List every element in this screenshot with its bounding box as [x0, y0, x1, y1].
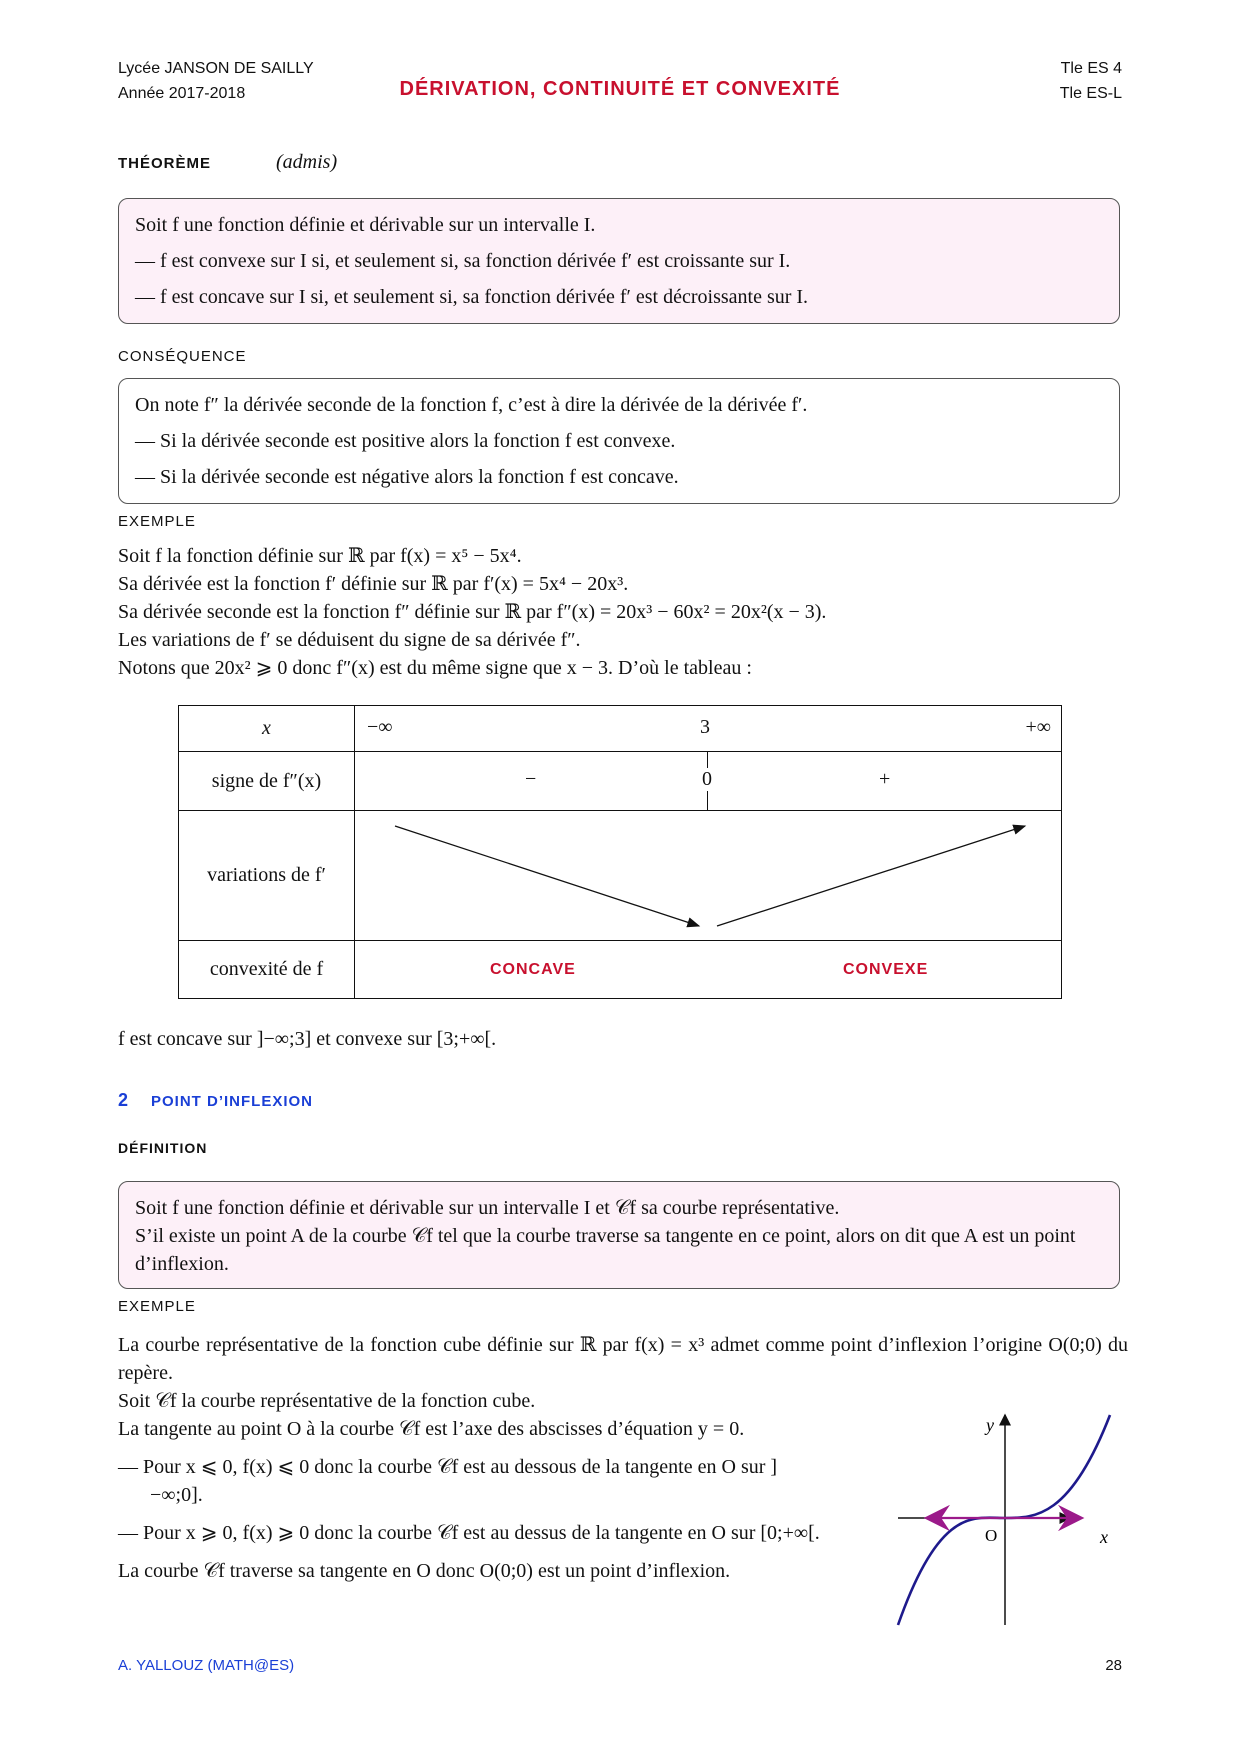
bullet-below: — Pour x ⩽ 0, f(x) ⩽ 0 donc la courbe 𝒞f est au dessous de la tangente en O sur ]−∞;0].	[118, 1456, 778, 1506]
variation-table	[178, 705, 1062, 999]
variation-arrows	[355, 811, 1061, 940]
conclusion: f est concave sur ]−∞;3] et convexe sur [3;+∞[.	[118, 1028, 497, 1050]
section-number: 2	[118, 1090, 129, 1110]
example-label: EXEMPLE	[118, 513, 196, 530]
school-year: Année 2017-2018	[118, 85, 246, 102]
consequence-label: CONSÉQUENCE	[118, 348, 247, 365]
example-line: Sa dérivée est la fonction f′ définie sur ℝ par f′(x) = 5x⁴ − 20x³.	[118, 573, 629, 595]
origin-label: O	[985, 1526, 998, 1545]
example-line: Sa dérivée seconde est la fonction f″ définie sur ℝ par f″(x) = 20x³ − 60x² = 20x²(x − 3).	[118, 601, 827, 623]
variations-label: variations de f′	[179, 811, 355, 940]
convexity-label: convexité de f	[179, 940, 355, 998]
y-axis-label: y	[986, 1415, 994, 1435]
section-title: POINT D’INFLEXION	[151, 1093, 314, 1110]
class-1: Tle ES 4	[1060, 60, 1122, 77]
x-axis-label: x	[1100, 1527, 1108, 1547]
cube-graph	[890, 1395, 1130, 1635]
sign-zero: 0	[702, 768, 712, 791]
school-name: Lycée JANSON DE SAILLY	[118, 60, 314, 77]
cube-curve	[898, 1415, 1110, 1625]
example2-label: EXEMPLE	[118, 1298, 196, 1315]
increasing-arrow	[717, 826, 1025, 926]
sign-value: −	[525, 768, 537, 791]
example-line: Soit f la fonction définie sur ℝ par f(x) = x⁵ − 5x⁴.	[118, 545, 522, 567]
theorem-note: (admis)	[276, 151, 338, 173]
theorem-box	[118, 198, 1120, 324]
convexe-label: CONVEXE	[843, 960, 929, 978]
decreasing-arrow	[395, 826, 699, 926]
consequence-line: — Si la dérivée seconde est négative alors la fonction f est concave.	[135, 466, 679, 488]
concave-label: CONCAVE	[490, 960, 576, 978]
example2-intro: La courbe représentative de la fonction cube définie sur ℝ par f(x) = x³ admet comme point d’inflexion l’origine O(0;0) du repère.	[118, 1334, 1128, 1384]
definition-box	[118, 1181, 1120, 1289]
sign-value: +	[879, 768, 891, 791]
theorem-line: — f est concave sur I si, et seulement si, sa fonction dérivée f′ est décroissante sur I.	[135, 286, 809, 308]
page-number: 28	[1105, 1657, 1122, 1674]
consequence-box	[118, 378, 1120, 504]
example2-conclusion: La courbe 𝒞f traverse sa tangente en O donc O(0;0) est un point d’inflexion.	[118, 1560, 731, 1582]
footer-author: A. YALLOUZ (MATH@ES)	[118, 1657, 295, 1674]
header-right	[1060, 56, 1122, 106]
definition-label: DÉFINITION	[118, 1140, 208, 1156]
bullet-above: — Pour x ⩾ 0, f(x) ⩾ 0 donc la courbe 𝒞f est au dessus de la tangente en O sur [0;+∞[.	[118, 1522, 820, 1544]
example-line: Les variations de f′ se déduisent du signe de sa dérivée f″.	[118, 629, 581, 651]
x-value: +∞	[1025, 716, 1051, 738]
sign-label: signe de f″(x)	[179, 752, 355, 811]
definition-line: S’il existe un point A de la courbe 𝒞f tel que la courbe traverse sa tangente en ce point, alors on dit que A est un point d’inflexion.	[135, 1225, 1076, 1275]
class-2: Tle ES-L	[1059, 85, 1122, 102]
consequence-line: — Si la dérivée seconde est positive alors la fonction f est convexe.	[135, 430, 676, 452]
x-value: −∞	[367, 716, 393, 738]
consequence-line: On note f″ la dérivée seconde de la fonction f, c’est à dire la dérivée de la dérivée f′.	[135, 394, 808, 416]
example-text	[118, 542, 1128, 682]
x-value: 3	[700, 716, 710, 738]
definition-line: Soit f une fonction définie et dérivable sur un intervalle I et 𝒞f sa courbe représentative.	[135, 1197, 840, 1219]
theorem-label: THÉORÈME	[118, 155, 212, 172]
example2-line: Soit 𝒞f la courbe représentative de la fonction cube.	[118, 1390, 536, 1412]
example-line: Notons que 20x² ⩾ 0 donc f″(x) est du même signe que x − 3. D’où le tableau :	[118, 657, 752, 679]
theorem-line: — f est convexe sur I si, et seulement si, sa fonction dérivée f′ est croissante sur I.	[135, 250, 791, 272]
example2-line: La tangente au point O à la courbe 𝒞f est l’axe des abscisses d’équation y = 0.	[118, 1418, 745, 1440]
theorem-line: Soit f une fonction définie et dérivable sur un intervalle I.	[135, 214, 596, 236]
chapter-title: DÉRIVATION, CONTINUITÉ ET CONVEXITÉ	[399, 78, 841, 100]
x-label: x	[262, 717, 271, 740]
